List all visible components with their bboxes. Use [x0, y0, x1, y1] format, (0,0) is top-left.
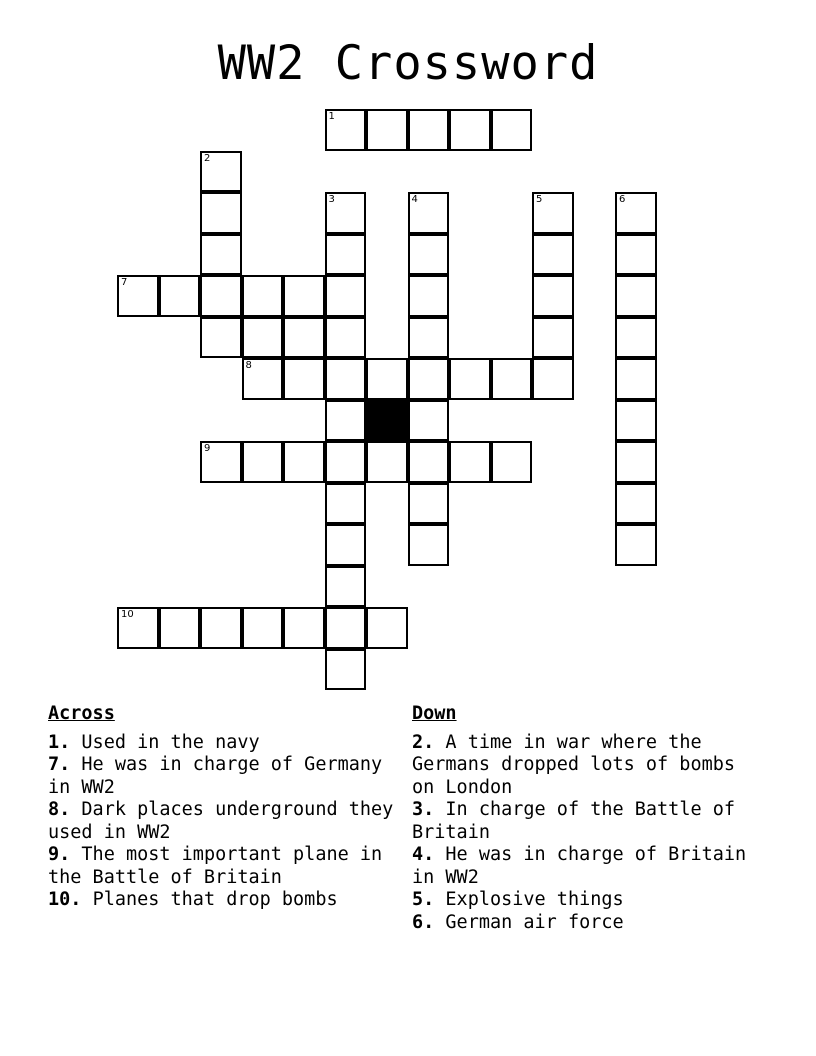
clue-number: 2 [204, 152, 211, 164]
grid-cell[interactable] [408, 317, 450, 359]
grid-cell[interactable] [200, 234, 242, 276]
across-heading: Across [48, 703, 115, 724]
grid-cell[interactable] [159, 607, 201, 649]
down-clue [412, 732, 762, 800]
grid-cell[interactable] [283, 441, 325, 483]
across-clue [48, 799, 408, 844]
page-title: WW2 Crossword [217, 36, 599, 91]
grid-cell[interactable] [532, 317, 574, 359]
grid-cell[interactable] [532, 275, 574, 317]
grid-cell[interactable] [117, 607, 159, 649]
grid-cell[interactable] [200, 192, 242, 234]
clue-text: He was in charge of Germany in WW2 [48, 754, 383, 798]
grid-cell[interactable] [325, 607, 367, 649]
down-clue [412, 799, 762, 844]
grid-cell[interactable] [408, 400, 450, 442]
down-clue [412, 844, 762, 889]
across-clue [48, 889, 408, 912]
grid-cell[interactable] [242, 275, 284, 317]
grid-cell[interactable] [200, 151, 242, 193]
grid-cell[interactable] [532, 192, 574, 234]
grid-cell[interactable] [408, 109, 450, 151]
clue-number: 5 [536, 194, 543, 205]
grid-cell[interactable] [615, 317, 657, 359]
across-clue [48, 844, 408, 889]
clue-number: 1 [328, 111, 335, 122]
clue-number: 8 [245, 360, 252, 371]
grid-cell[interactable] [283, 607, 325, 649]
grid-cell[interactable] [449, 358, 491, 400]
clue-text: Explosive things [445, 889, 624, 910]
grid-cell[interactable] [283, 317, 325, 359]
black-cell [366, 400, 408, 442]
grid-cell[interactable] [200, 275, 242, 317]
grid-cell[interactable] [408, 275, 450, 317]
grid-cell[interactable] [242, 317, 284, 359]
grid-cell[interactable] [325, 275, 367, 317]
grid-cell[interactable] [615, 234, 657, 276]
clue-number-label: 9. [48, 844, 71, 865]
clue-number: 6 [619, 194, 626, 205]
clue-number: 7 [121, 277, 128, 288]
grid-cell[interactable] [366, 358, 408, 400]
grid-cell[interactable] [325, 192, 367, 234]
grid-cell[interactable] [325, 358, 367, 400]
clue-number-label: 3. [412, 799, 435, 820]
down-clue [412, 889, 762, 912]
grid-cell[interactable] [325, 524, 367, 566]
grid-cell[interactable] [325, 441, 367, 483]
grid-cell[interactable] [408, 234, 450, 276]
grid-cell[interactable] [615, 275, 657, 317]
grid-cell[interactable] [491, 358, 533, 400]
clue-number: 3 [328, 194, 335, 205]
clue-number: 10 [121, 609, 134, 620]
clue-number: 9 [204, 443, 211, 454]
grid-cell[interactable] [366, 109, 408, 151]
clue-text: In charge of the Battle of Britain [412, 799, 736, 843]
grid-cell[interactable] [366, 607, 408, 649]
grid-cell[interactable] [615, 441, 657, 483]
clue-number-label: 8. [48, 799, 71, 820]
grid-cell[interactable] [615, 524, 657, 566]
across-clues [48, 703, 408, 912]
across-clue-list [48, 732, 408, 912]
down-clue-list [412, 732, 762, 935]
grid-cell[interactable] [325, 400, 367, 442]
grid-cell[interactable] [449, 441, 491, 483]
down-clues [412, 703, 762, 934]
grid-cell[interactable] [200, 441, 242, 483]
clue-text: German air force [445, 911, 624, 933]
grid-cell[interactable] [283, 275, 325, 317]
grid-cell[interactable] [408, 441, 450, 483]
grid-cell[interactable] [408, 192, 450, 234]
grid-cell[interactable] [449, 109, 491, 151]
clue-number-label: 1. [48, 731, 71, 753]
across-clue [48, 732, 408, 755]
clue-text: The most important plane in the Battle of Britain [48, 844, 383, 888]
grid-cell[interactable] [491, 441, 533, 483]
across-clue [48, 754, 408, 799]
grid-cell[interactable] [325, 483, 367, 525]
clue-number-label: 10. [48, 889, 82, 910]
grid-cell[interactable] [615, 358, 657, 400]
grid-cell[interactable] [615, 483, 657, 525]
grid-cell[interactable] [532, 358, 574, 400]
grid-cell[interactable] [615, 400, 657, 442]
clue-number-label: 7. [48, 754, 71, 775]
grid-cell[interactable] [366, 441, 408, 483]
grid-cell[interactable] [200, 607, 242, 649]
grid-cell[interactable] [242, 607, 284, 649]
grid-cell[interactable] [408, 483, 450, 525]
grid-cell[interactable] [325, 234, 367, 276]
clue-number-label: 5. [412, 889, 435, 910]
clue-text: A time in war where the Germans dropped lots of bombs on London [412, 731, 736, 798]
grid-cell[interactable] [491, 109, 533, 151]
clue-number-label: 2. [412, 731, 435, 753]
clue-number-label: 4. [412, 844, 435, 865]
grid-cell[interactable] [532, 234, 574, 276]
grid-cell[interactable] [283, 358, 325, 400]
grid-cell[interactable] [325, 566, 367, 608]
grid-cell[interactable] [325, 649, 367, 691]
clue-number-label: 6. [412, 911, 435, 933]
clue-text: Planes that drop bombs [92, 889, 338, 910]
clue-text: Used in the navy [81, 731, 260, 753]
clue-text: Dark places underground they used in WW2 [48, 799, 394, 843]
grid-cell[interactable] [117, 275, 159, 317]
grid-cell[interactable] [408, 358, 450, 400]
grid-cell[interactable] [242, 441, 284, 483]
grid-cell[interactable] [615, 192, 657, 234]
grid-cell[interactable] [325, 317, 367, 359]
down-clue [412, 912, 762, 935]
grid-cell[interactable] [200, 317, 242, 359]
grid-cell[interactable] [408, 524, 450, 566]
down-heading: Down [412, 703, 457, 724]
clue-text: He was in charge of Britain in WW2 [412, 844, 747, 888]
grid-cell[interactable] [325, 109, 367, 151]
grid-cell[interactable] [242, 358, 284, 400]
grid-cell[interactable] [159, 275, 201, 317]
clue-number: 4 [411, 194, 418, 205]
